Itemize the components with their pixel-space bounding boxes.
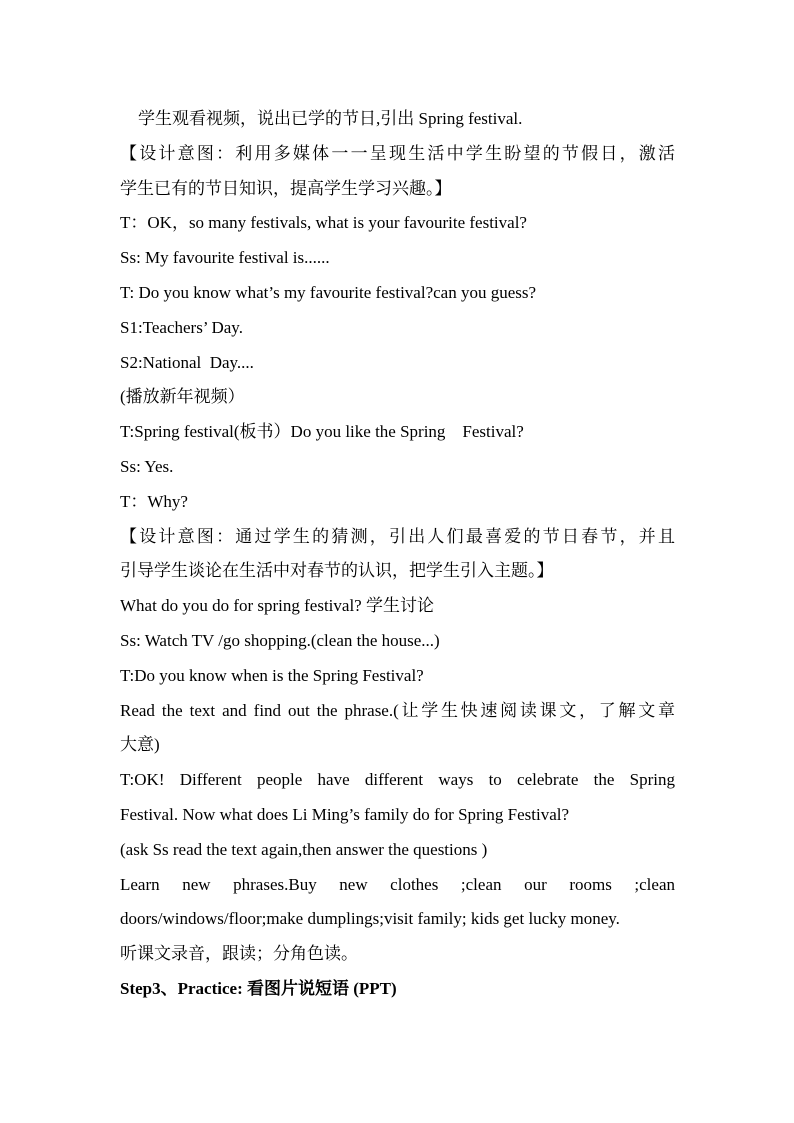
paragraph-video-intro: 学生观看视频，说出已学的节日,引出 Spring festival. bbox=[138, 109, 523, 128]
dialogue-line: Ss: Yes. bbox=[120, 456, 174, 476]
phrases-line-1: Learn new phrases.Buy new clothes ;clean our rooms ;clean bbox=[120, 874, 675, 894]
instruction-line: (ask Ss read the text again,then answer the questions ) bbox=[120, 839, 488, 859]
dialogue-line: T:Do you know when is the Spring Festival? bbox=[120, 665, 424, 685]
design-intent-2-line-1: 【设计意图：通过学生的猜测，引出人们最喜爱的节日春节，并且 bbox=[120, 526, 675, 546]
stage-direction: (播放新年视频） bbox=[120, 387, 245, 407]
reading-task-line-2: 大意) bbox=[120, 735, 160, 755]
teacher-paragraph-line-1: T:OK! Different people have different ways to celebrate the Spring bbox=[120, 770, 675, 790]
design-intent-2-line-2: 引导学生谈论在生活中对春节的认识，把学生引入主题。】 bbox=[120, 561, 554, 581]
dialogue-line: Ss: My favourite festival is...... bbox=[120, 248, 330, 268]
lesson-plan-body bbox=[120, 102, 675, 1007]
dialogue-line: S2:National Day.... bbox=[120, 352, 254, 372]
activity-line: What do you do for spring festival? 学生讨论 bbox=[120, 596, 434, 616]
design-intent-1-line-1: 【设计意图：利用多媒体一一呈现生活中学生盼望的节假日，激活 bbox=[120, 143, 675, 163]
dialogue-line: T：OK，so many festivals, what is your favourite festival? bbox=[120, 213, 527, 233]
dialogue-line: T: Do you know what’s my favourite festival?can you guess? bbox=[120, 282, 537, 302]
design-intent-1-line-2: 学生已有的节日知识，提高学生学习兴趣。】 bbox=[120, 178, 452, 198]
teacher-paragraph-line-2: Festival. Now what does Li Ming’s family do for Spring Festival? bbox=[120, 804, 570, 824]
listening-activity: 听课文录音，跟读；分角色读。 bbox=[120, 944, 358, 964]
reading-task-line-1: Read the text and find out the phrase.(让学生快速阅读课文，了解文章 bbox=[120, 700, 675, 720]
step3-heading: Step3、Practice: 看图片说短语 (PPT) bbox=[120, 978, 397, 998]
dialogue-line: T:Spring festival(板书）Do you like the Spring Festival? bbox=[120, 422, 524, 442]
dialogue-line: S1:Teachers’ Day. bbox=[120, 317, 243, 337]
phrases-line-2: doors/windows/floor;make dumplings;visit family; kids get lucky money. bbox=[120, 909, 620, 929]
dialogue-line: Ss: Watch TV /go shopping.(clean the house...) bbox=[120, 630, 440, 650]
dialogue-line: T：Why? bbox=[120, 491, 188, 511]
